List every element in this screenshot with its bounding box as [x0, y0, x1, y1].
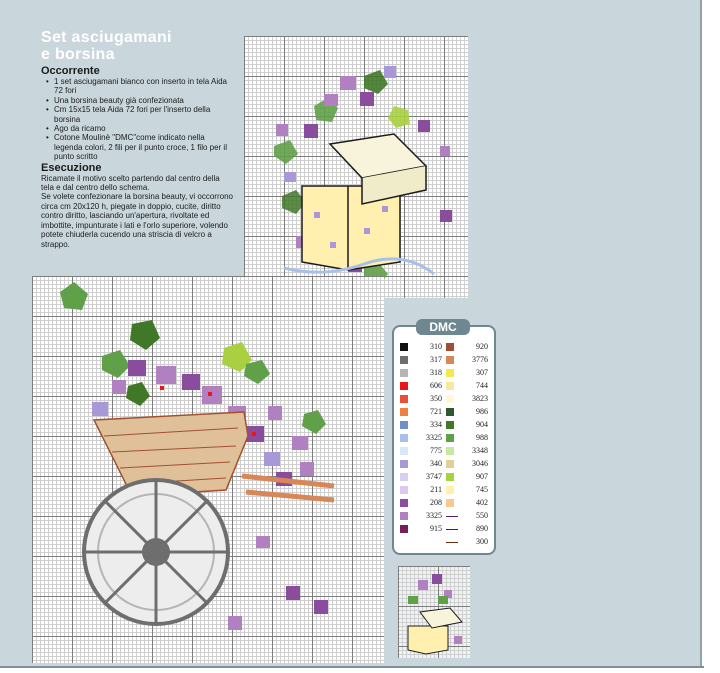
legend-backstitch-line	[446, 542, 458, 543]
legend-row	[446, 341, 490, 353]
legend-code: 606	[430, 381, 442, 390]
legend-row	[446, 484, 490, 496]
legend-row	[400, 471, 444, 483]
legend-code: 904	[476, 420, 488, 429]
legend-row	[400, 406, 444, 418]
legend-swatch	[400, 460, 408, 468]
gift-box	[302, 134, 426, 270]
wheelbarrow-motif	[32, 276, 384, 663]
legend-code: 3325	[426, 433, 442, 442]
legend-row	[400, 354, 444, 366]
legend-row	[400, 432, 444, 444]
legend-row	[446, 471, 490, 483]
legend-swatch	[446, 356, 454, 364]
legend-row	[400, 458, 444, 470]
legend-swatch	[400, 395, 408, 403]
legend-swatch	[446, 369, 454, 377]
title-line-2: e borsina	[41, 46, 115, 63]
legend-row	[446, 445, 490, 457]
legend-row	[446, 380, 490, 392]
legend-row	[446, 510, 490, 522]
legend-code: 317	[430, 355, 442, 364]
instructions-body	[41, 65, 233, 249]
legend-row	[400, 497, 444, 509]
legend-backstitch-line	[446, 529, 458, 530]
materials-item: • Una borsina beauty già confezionata	[49, 96, 233, 105]
legend-row	[446, 432, 490, 444]
legend-code: 775	[430, 446, 442, 455]
legend-row	[446, 458, 490, 470]
legend-swatch	[446, 434, 454, 442]
legend-code: 988	[476, 433, 488, 442]
legend-code: 890	[476, 524, 488, 533]
materials-item: • Cm 15x15 tela Aida 72 fori per l'inserto della borsina	[49, 105, 233, 124]
title-line-1: Set asciugamani	[41, 29, 172, 46]
legend-swatch	[400, 486, 408, 494]
instructions-paragraph: Ricamate il motivo scelto partendo dal centro della tela e dal centro dello schema.	[41, 173, 220, 193]
page-edge	[700, 0, 702, 668]
page-bottom-rule	[0, 666, 704, 668]
legend-swatch	[446, 499, 454, 507]
legend-code: 3747	[426, 472, 442, 481]
legend-row	[446, 367, 490, 379]
legend-row	[400, 510, 444, 522]
legend-code: 318	[430, 368, 442, 377]
materials-list	[41, 77, 233, 162]
legend-code: 208	[430, 498, 442, 507]
legend-code: 907	[476, 472, 488, 481]
legend-swatch	[400, 356, 408, 364]
legend-row	[446, 354, 490, 366]
legend-code: 915	[430, 524, 442, 533]
legend-code: 986	[476, 407, 488, 416]
legend-swatch	[400, 434, 408, 442]
legend-row	[400, 419, 444, 431]
legend-swatch	[446, 473, 454, 481]
legend-row	[400, 380, 444, 392]
legend-swatch	[446, 447, 454, 455]
legend-swatch	[446, 460, 454, 468]
legend-swatch	[446, 395, 454, 403]
color-legend	[392, 320, 496, 555]
legend-swatch	[400, 499, 408, 507]
legend-swatch	[400, 343, 408, 351]
legend-code: 334	[430, 420, 442, 429]
legend-row	[446, 497, 490, 509]
legend-swatch	[400, 408, 408, 416]
legend-backstitch-line	[446, 516, 458, 517]
thumbnail-box-motif	[398, 566, 470, 658]
legend-code: 745	[476, 485, 488, 494]
legend-swatch	[400, 369, 408, 377]
legend-code: 307	[476, 368, 488, 377]
legend-row	[446, 523, 490, 535]
legend-row	[446, 406, 490, 418]
legend-swatch	[446, 343, 454, 351]
instructions-panel	[33, 27, 233, 267]
legend-code: 3325	[426, 511, 442, 520]
legend-swatch	[446, 382, 454, 390]
legend-row	[400, 393, 444, 405]
wheel	[84, 480, 228, 624]
legend-code: 350	[430, 394, 442, 403]
legend-code: 3823	[472, 394, 488, 403]
materials-item: • Cotone Moulinè "DMC"come indicato nella legenda colori, 2 fili per il punto croce, 1 filo per il punto scritto	[49, 133, 233, 161]
legend-row	[400, 484, 444, 496]
legend-swatch	[400, 525, 408, 533]
occorrente-heading: Occorrente	[41, 65, 100, 77]
materials-item: • 1 set asciugamani bianco con inserto in tela Aida 72 fori	[49, 77, 233, 96]
materials-item: • Ago da ricamo	[49, 124, 233, 133]
legend-code: 3046	[472, 459, 488, 468]
legend-row	[446, 536, 490, 548]
legend-swatch	[446, 486, 454, 494]
legend-swatch	[400, 473, 408, 481]
esecuzione-heading: Esecuzione	[41, 161, 102, 174]
legend-row	[400, 367, 444, 379]
legend-swatch	[400, 447, 408, 455]
legend-code: 920	[476, 342, 488, 351]
legend-brand: DMC	[416, 319, 470, 335]
legend-code: 744	[476, 381, 488, 390]
legend-code: 550	[476, 511, 488, 520]
legend-row	[446, 419, 490, 431]
page-title	[41, 29, 172, 63]
legend-swatch	[400, 512, 408, 520]
legend-code: 300	[476, 537, 488, 546]
legend-swatch	[400, 421, 408, 429]
legend-code: 340	[430, 459, 442, 468]
legend-swatch	[446, 408, 454, 416]
legend-row	[400, 523, 444, 535]
legend-code: 402	[476, 498, 488, 507]
violet-box-motif	[244, 36, 468, 298]
instructions-paragraph: Se volete confezionare la borsina beauty, vi occorrono circa cm 20x120 h, piegate in doppio, cucite, diritto contro diritto, lasciando un'apertura, rivoltate ed imbottite, impunturate i lati e l'orlo superiore, volendo potete chiuderla cucendo una striscia di velcro a strappo.	[41, 192, 233, 249]
legend-code: 3776	[472, 355, 488, 364]
legend-code: 721	[430, 407, 442, 416]
legend-code: 310	[430, 342, 442, 351]
legend-row	[400, 445, 444, 457]
legend-swatch	[446, 421, 454, 429]
legend-swatch	[400, 382, 408, 390]
legend-code: 211	[430, 485, 442, 494]
legend-row	[446, 393, 490, 405]
legend-code: 3348	[472, 446, 488, 455]
handles	[242, 476, 334, 500]
legend-row	[400, 341, 444, 353]
